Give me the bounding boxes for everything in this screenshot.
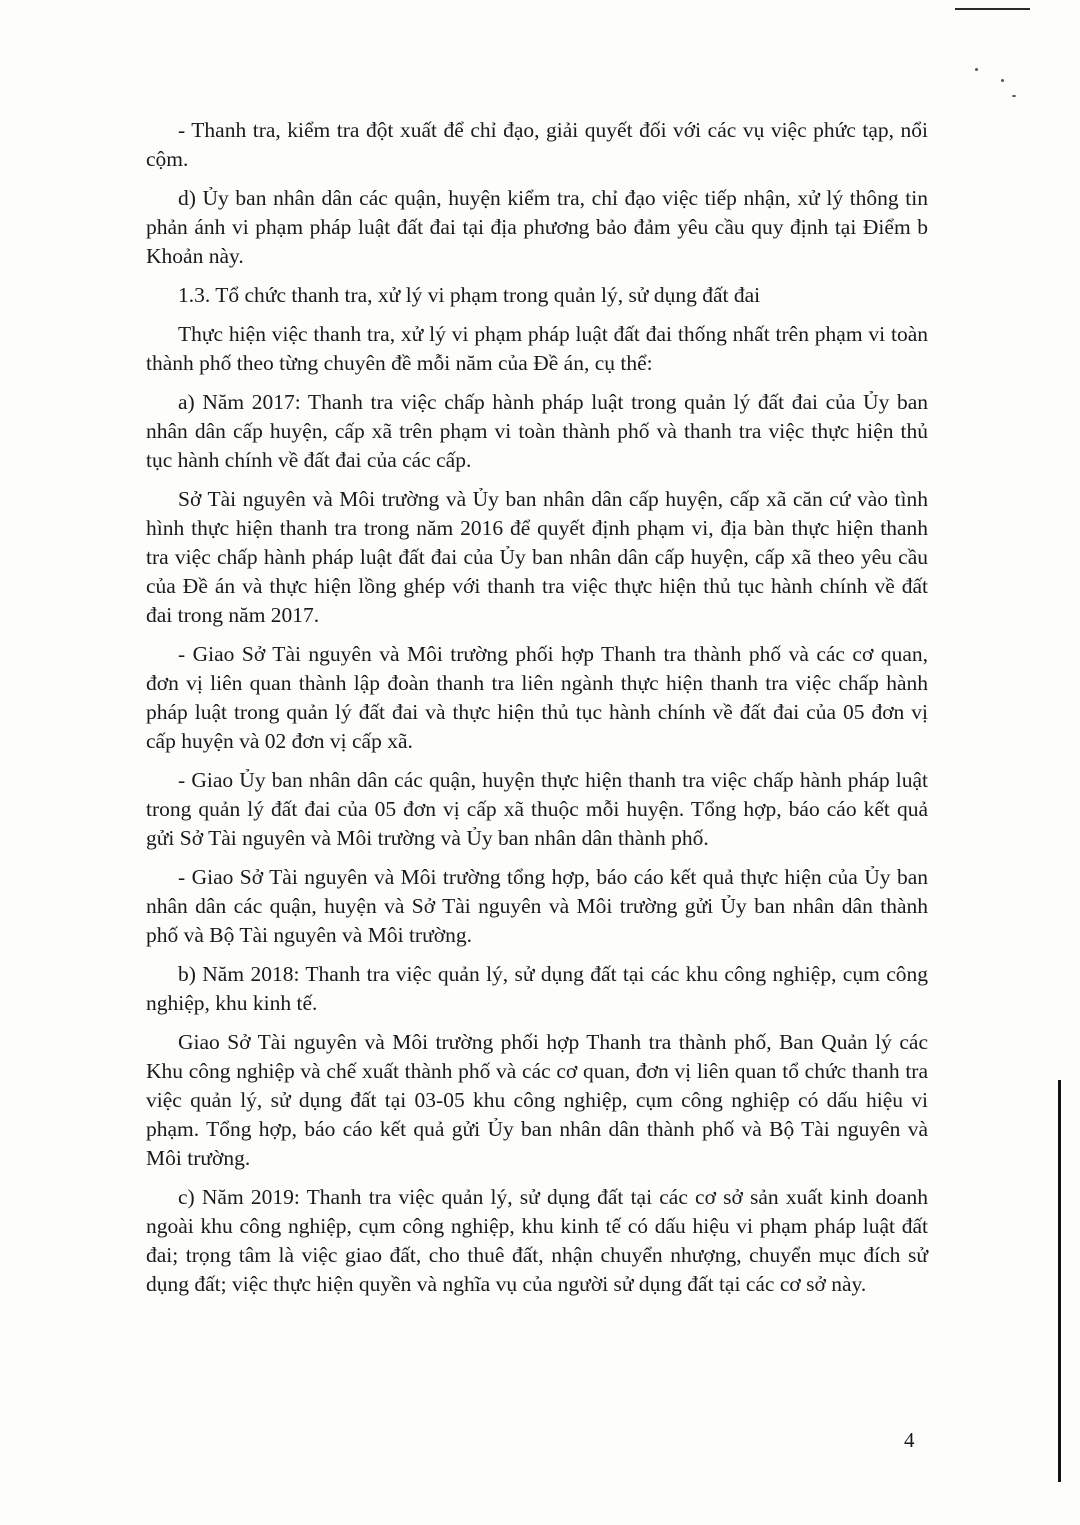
scan-speck [1001, 79, 1004, 82]
paragraph-2017-task-1: - Giao Sở Tài nguyên và Môi trường phối hợp Thanh tra thành phố và các cơ quan, đơn vị liên quan thành lập đoàn thanh tra liên ngành thực hiện thanh tra việc chấp hành pháp luật trong quản lý đất đai và thực hiện thủ tục hành chính về đất đai của 05 đơn vị cấp huyện và 02 đơn vị cấp xã. [146, 642, 928, 753]
paragraph-2017-task-2: - Giao Ủy ban nhân dân các quận, huyện thực hiện thanh tra việc chấp hành pháp luật trong quản lý đất đai của 05 đơn vị cấp xã thuộc mỗi huyện. Tổng hợp, báo cáo kết quả gửi Sở Tài nguyên và Môi trường và Ủy ban nhân dân thành phố. [146, 768, 928, 850]
page-number: 4 [904, 1428, 915, 1452]
paragraph-intro: Thực hiện việc thanh tra, xử lý vi phạm pháp luật đất đai thống nhất trên phạm vi toàn thành phố theo từng chuyên đề mỗi năm của Đề án, cụ thể: [146, 322, 928, 375]
document-body [146, 116, 928, 1309]
section-heading-1-3: 1.3. Tổ chức thanh tra, xử lý vi phạm trong quản lý, sử dụng đất đai [178, 283, 761, 307]
paragraph-2018-task: Giao Sở Tài nguyên và Môi trường phối hợp Thanh tra thành phố, Ban Quản lý các Khu công nghiệp và chế xuất thành phố và các cơ quan, đơn vị liên quan tổ chức thanh tra việc quản lý, sử dụng đất tại 03-05 khu công nghiệp, cụm công nghiệp có dấu hiệu vi phạm. Tổng hợp, báo cáo kết quả gửi Ủy ban nhân dân thành phố và Bộ Tài nguyên và Môi trường. [146, 1030, 928, 1170]
top-edge-line [955, 8, 1030, 10]
scan-speck [1012, 95, 1016, 97]
paragraph-item-a-2017: a) Năm 2017: Thanh tra việc chấp hành pháp luật trong quản lý đất đai của Ủy ban nhân dân cấp huyện, cấp xã trên phạm vi toàn thành phố và thanh tra việc thực hiện thủ tục hành chính về đất đai của các cấp. [146, 390, 928, 472]
paragraph-item-c-2019: c) Năm 2019: Thanh tra việc quản lý, sử dụng đất tại các cơ sở sản xuất kinh doanh ngoài khu công nghiệp, cụm công nghiệp, khu kinh tế có dấu hiệu vi phạm pháp luật đất đai; trọng tâm là việc giao đất, cho thuê đất, nhận chuyển nhượng, chuyển mục đích sử dụng đất; việc thực hiện quyền và nghĩa vụ của người sử dụng đất tại các cơ sở này. [146, 1185, 928, 1296]
paragraph-inspection-urgent: - Thanh tra, kiểm tra đột xuất để chỉ đạo, giải quyết đối với các vụ việc phức tạp, nổi cộm. [146, 118, 928, 171]
paragraph-item-d: d) Ủy ban nhân dân các quận, huyện kiểm tra, chỉ đạo việc tiếp nhận, xử lý thông tin phản ánh vi phạm pháp luật đất đai tại địa phương bảo đảm yêu cầu quy định tại Điểm b Khoản này. [146, 186, 928, 268]
paragraph-2017-scope: Sở Tài nguyên và Môi trường và Ủy ban nhân dân cấp huyện, cấp xã căn cứ vào tình hình thực hiện thanh tra trong năm 2016 để quyết định phạm vi, địa bàn thực hiện thanh tra việc chấp hành pháp luật đất đai của Ủy ban nhân dân cấp huyện, cấp xã theo yêu cầu của Đề án và thực hiện lồng ghép với thanh tra việc thực hiện thủ tục hành chính về đất đai trong năm 2017. [146, 487, 928, 627]
paragraph-item-b-2018: b) Năm 2018: Thanh tra việc quản lý, sử dụng đất tại các khu công nghiệp, cụm công nghiệp, khu kinh tế. [146, 962, 928, 1015]
paragraph-2017-task-3: - Giao Sở Tài nguyên và Môi trường tổng hợp, báo cáo kết quả thực hiện của Ủy ban nhân dân các quận, huyện và Sở Tài nguyên và Môi trường gửi Ủy ban nhân dân thành phố và Bộ Tài nguyên và Môi trường. [146, 865, 928, 947]
right-edge-line [1058, 1080, 1061, 1482]
scan-speck [975, 68, 978, 71]
